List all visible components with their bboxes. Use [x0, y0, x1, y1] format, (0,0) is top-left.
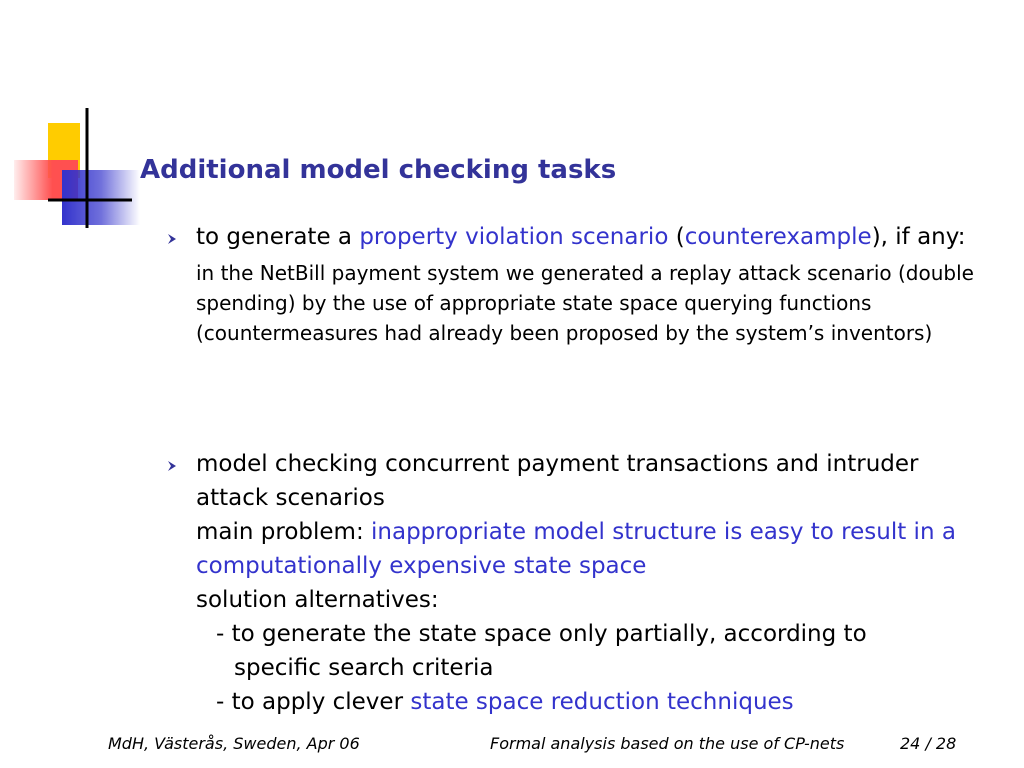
arrow-bullet-icon — [166, 460, 178, 472]
bullet-1-heading: to generate a property violation scenario (counterexample), if any: — [196, 224, 966, 250]
bullet-1-detail: in the NetBill payment system we generated a replay attack scenario (double spending) by the use of appropriate state space querying functions (countermeasures had already been proposed by the system’s inventors) — [196, 261, 974, 345]
highlight-counterexample: counterexample — [684, 224, 872, 250]
highlight-problem: inappropriate model structure is easy to result in a computationally expensive state space — [196, 519, 956, 579]
bullet-2-problem: main problem: inappropriate model structure is easy to result in a computationally expensive state space — [196, 519, 956, 579]
footer-left: MdH, Västerås, Sweden, Apr 06 — [108, 734, 360, 753]
slide-title: Additional model checking tasks — [140, 155, 617, 185]
arrow-bullet-icon — [166, 233, 178, 245]
highlight-property-violation: property violation scenario — [359, 224, 669, 250]
highlight-reduction-techniques: state space reduction techniques — [410, 689, 794, 715]
footer-center: Formal analysis based on the use of CP-nets — [490, 734, 845, 753]
footer-page-number: 24 / 28 — [900, 734, 957, 753]
bullet-2-solutions-label: solution alternatives: — [196, 587, 439, 613]
bullet-2-heading: model checking concurrent payment transactions and intruder attack scenarios — [196, 451, 919, 511]
solution-alt-2: - to apply clever state space reduction techniques — [216, 689, 794, 715]
solution-alt-1: - to generate the state space only partially, according to — [216, 621, 867, 647]
solution-alt-1-cont: specific search criteria — [234, 655, 494, 681]
slide-logo — [0, 100, 140, 240]
bullet-1 — [196, 220, 986, 348]
bullet-2 — [196, 447, 986, 719]
